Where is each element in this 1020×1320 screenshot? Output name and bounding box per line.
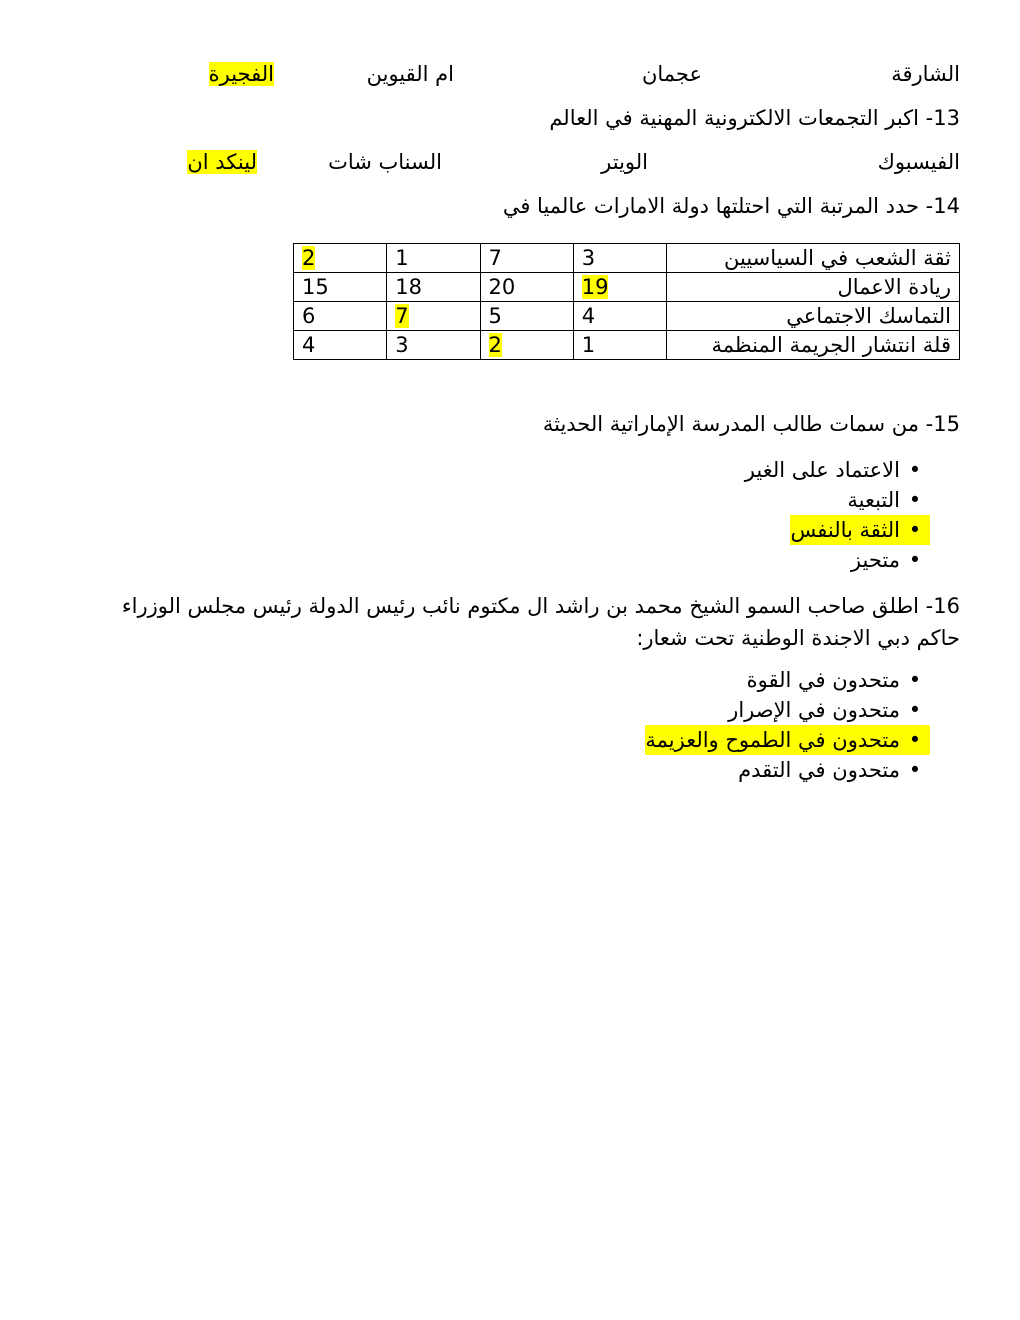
cell: 7 xyxy=(480,244,573,273)
list-item: • الاعتماد على الغير xyxy=(745,455,930,485)
bullet-icon: • xyxy=(908,728,922,752)
bullet-icon: • xyxy=(908,488,922,512)
q14-ranking-table xyxy=(293,243,960,360)
q12-option-2: عجمان xyxy=(641,62,702,86)
q13-option-3: السناب شات xyxy=(328,150,442,174)
q15-options-list xyxy=(745,455,930,575)
table-row xyxy=(294,244,960,273)
q12-option-1: الشارقة xyxy=(891,62,960,86)
q12-option-4-answer: الفجيرة xyxy=(208,62,274,86)
list-item-answer: • الثقة بالنفس xyxy=(790,515,930,545)
cell: 18 xyxy=(387,273,480,302)
row-label: التماسك الاجتماعي xyxy=(667,302,960,331)
q13-option-4-answer: لينكد ان xyxy=(187,150,257,174)
cell: 20 xyxy=(480,273,573,302)
table-row xyxy=(294,273,960,302)
cell-answer: 7 xyxy=(387,302,480,331)
q12-option-3: ام القيوين xyxy=(366,62,454,86)
cell: 15 xyxy=(294,273,387,302)
bullet-icon: • xyxy=(908,758,922,782)
list-item: • التبعية xyxy=(745,485,930,515)
row-label: قلة انتشار الجريمة المنظمة xyxy=(667,331,960,360)
table-row xyxy=(294,331,960,360)
row-label: ثقة الشعب في السياسيين xyxy=(667,244,960,273)
cell-answer: 2 xyxy=(294,244,387,273)
q13-option-2: الويتر xyxy=(601,150,648,174)
cell: 4 xyxy=(573,302,666,331)
q16-options-list xyxy=(645,665,930,785)
bullet-icon: • xyxy=(908,548,922,572)
cell: 4 xyxy=(294,331,387,360)
list-item: • متحدون في القوة xyxy=(645,665,930,695)
cell-answer: 19 xyxy=(573,273,666,302)
q16-question: 16- اطلق صاحب السمو الشيخ محمد بن راشد ال مكتوم نائب رئيس الدولة رئيس مجلس الوزراء حاكم دبي الاجندة الوطنية تحت شعار: xyxy=(121,594,960,650)
q15-question: 15- من سمات طالب المدرسة الإماراتية الحديثة xyxy=(542,412,960,436)
bullet-icon: • xyxy=(908,698,922,722)
cell: 1 xyxy=(573,331,666,360)
q13-option-1: الفيسبوك xyxy=(877,150,960,174)
table-row xyxy=(294,302,960,331)
cell: 3 xyxy=(387,331,480,360)
list-item: • متحيز xyxy=(745,545,930,575)
bullet-icon: • xyxy=(908,668,922,692)
list-item: • متحدون في التقدم xyxy=(645,755,930,785)
cell-answer: 2 xyxy=(480,331,573,360)
cell: 3 xyxy=(573,244,666,273)
cell: 1 xyxy=(387,244,480,273)
list-item-answer: • متحدون في الطموح والعزيمة xyxy=(645,725,930,755)
cell: 5 xyxy=(480,302,573,331)
row-label: ريادة الاعمال xyxy=(667,273,960,302)
bullet-icon: • xyxy=(908,458,922,482)
list-item: • متحدون في الإصرار xyxy=(645,695,930,725)
bullet-icon: • xyxy=(908,518,922,542)
cell: 6 xyxy=(294,302,387,331)
q13-question: 13- اكبر التجمعات الالكترونية المهنية في العالم xyxy=(549,106,960,130)
q14-question: 14- حدد المرتبة التي احتلتها دولة الامارات عالميا في xyxy=(502,194,960,218)
